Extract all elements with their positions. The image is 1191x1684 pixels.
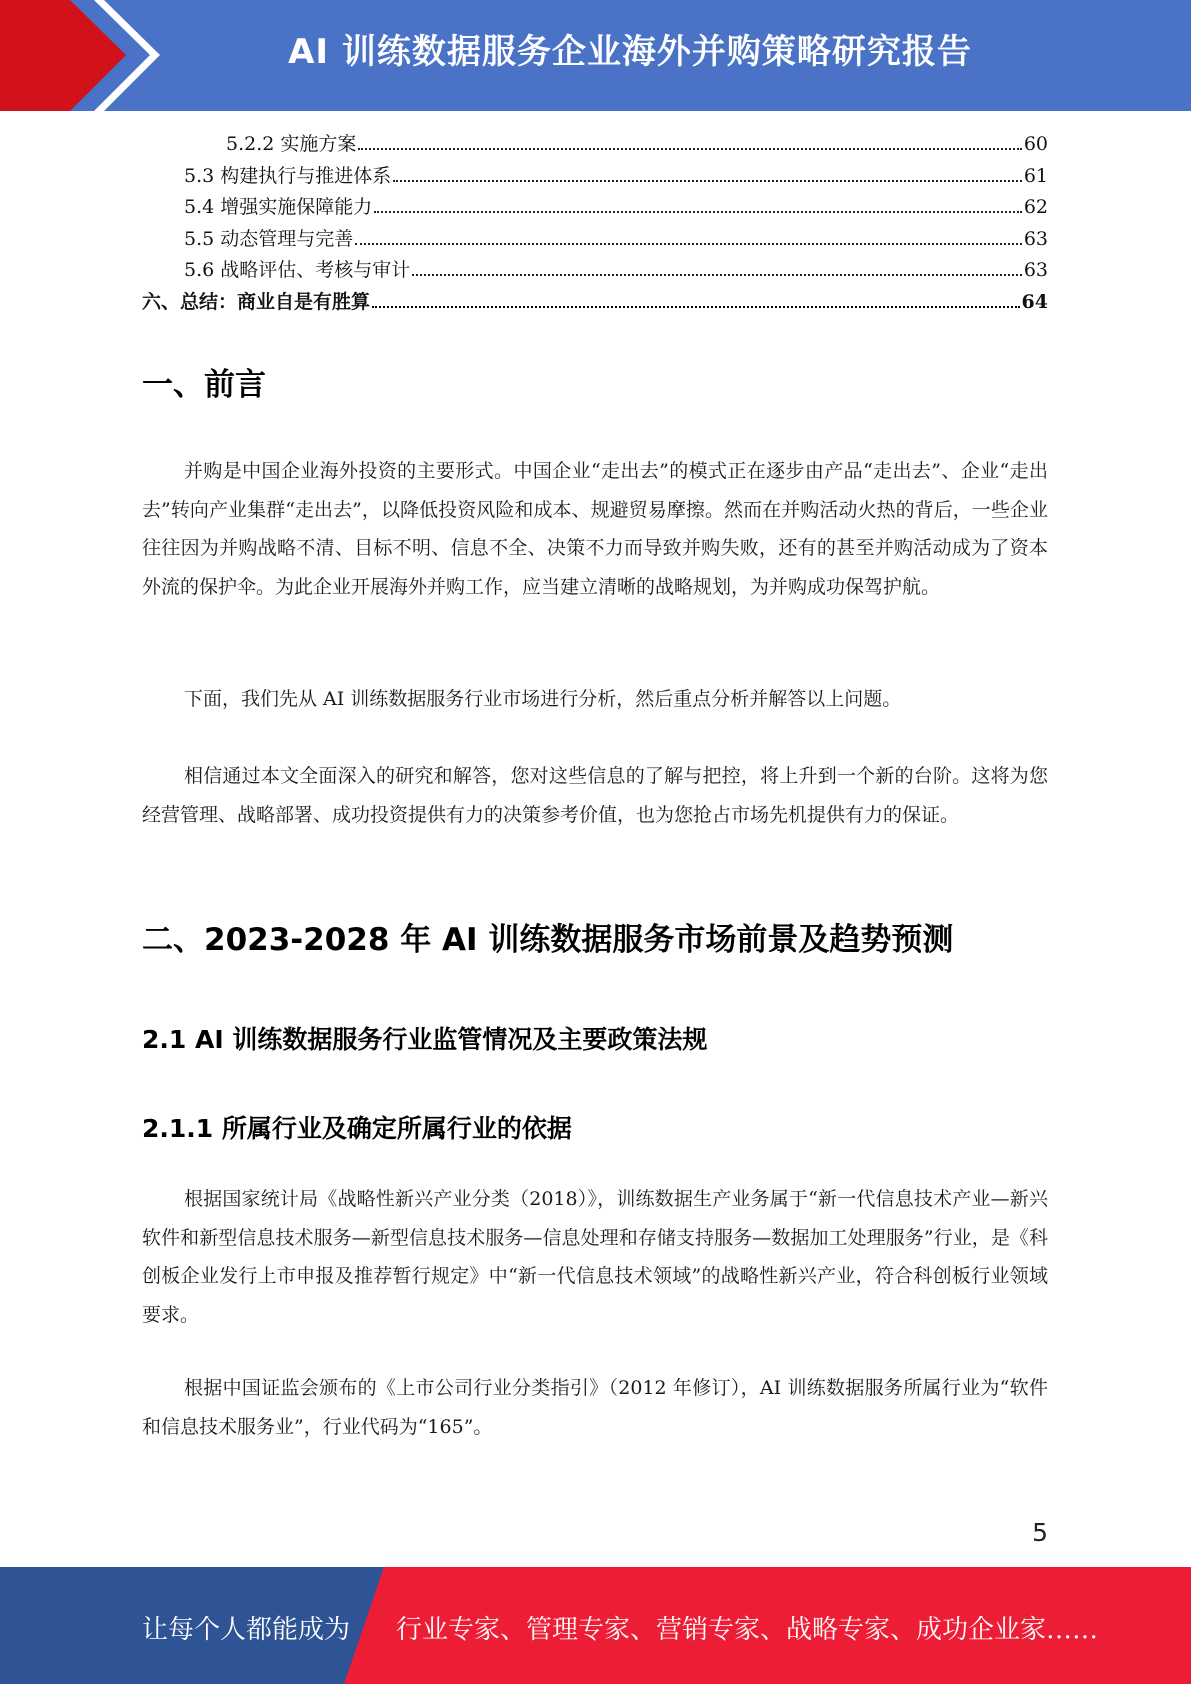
toc-entry-page: 63: [1023, 259, 1048, 281]
toc-entry-page: 61: [1023, 164, 1048, 187]
toc-entry[interactable]: [142, 129, 1048, 161]
toc-leader-dots: [412, 273, 1022, 276]
toc-leader-dots: [372, 305, 1020, 308]
paragraph: 相信通过本文全面深入的研究和解答，您对这些信息的了解与把控，将上升到一个新的台阶。这将为您经营管理、战略部署、成功投资提供有力的决策参考价值，也为您抢占市场先机提供有力的保证。: [142, 765, 1048, 826]
toc-leader-dots: [393, 179, 1022, 182]
table-of-contents: [142, 129, 1048, 318]
toc-entry-title: 5.2.2 实施方案: [226, 133, 357, 155]
page-header: [0, 0, 1191, 111]
toc-entry-title: 六、总结：商业自是有胜算: [142, 290, 371, 313]
page-number: 5: [1032, 1518, 1048, 1547]
footer-slogan-right: 行业专家、管理专家、营销专家、战略专家、成功企业家……: [396, 1615, 1099, 1645]
toc-leader-dots: [358, 147, 1021, 150]
toc-entry-title: 5.6 战略评估、考核与审计: [184, 259, 411, 281]
subsection-heading: 2.1.1 所属行业及确定所属行业的依据: [142, 1114, 572, 1143]
toc-entry[interactable]: [142, 255, 1048, 287]
toc-entry-page: 60: [1023, 133, 1048, 155]
section-heading-market: 二、2023-2028 年 AI 训练数据服务市场前景及趋势预测: [142, 922, 954, 958]
section-heading-preface: 一、前言: [142, 367, 266, 403]
toc-entry[interactable]: [142, 224, 1048, 256]
paragraph: 下面，我们先从 AI 训练数据服务行业市场进行分析，然后重点分析并解答以上问题。: [184, 688, 902, 710]
report-title: AI 训练数据服务企业海外并购策略研究报告: [288, 32, 972, 72]
paragraph: 根据国家统计局《战略性新兴产业分类（2018）》，训练数据生产业务属于“新一代信息技术产业—新兴软件和新型信息技术服务—新型信息技术服务—信息处理和存储支持服务—数据加工处理服务”行业，是《科创板企业发行上市申报及推荐暂行规定》中“新一代信息技术领域”的战略性新兴产业，符合科创板行业领域要求。: [142, 1188, 1048, 1326]
paragraph: 根据中国证监会颁布的《上市公司行业分类指引》（2012 年修订），AI 训练数据服务所属行业为“软件和信息技术服务业”，行业代码为“165”。: [142, 1377, 1048, 1438]
toc-entry-title: 5.3 构建执行与推进体系: [184, 164, 392, 187]
toc-entry-title: 5.5 动态管理与完善: [184, 227, 354, 250]
toc-entry[interactable]: [142, 192, 1048, 224]
toc-entry-page: 62: [1023, 196, 1048, 218]
toc-leader-dots: [355, 242, 1022, 245]
page-footer: [0, 1567, 1191, 1684]
footer-slogan-left: 让每个人都能成为: [142, 1615, 351, 1645]
toc-leader-dots: [374, 210, 1022, 213]
paragraph: 并购是中国企业海外投资的主要形式。中国企业“走出去”的模式正在逐步由产品“走出去”、企业“走出去”转向产业集群“走出去”，以降低投资风险和成本、规避贸易摩擦。然而在并购活动火热的背后，一些企业往往因为并购战略不清、目标不明、信息不全、决策不力而导致并购失败，还有的甚至并购活动成为了资本外流的保护伞。为此企业开展海外并购工作，应当建立清晰的战略规划，为并购成功保驾护航。: [142, 460, 1048, 598]
toc-entry[interactable]: [142, 161, 1048, 193]
subsection-heading: 2.1 AI 训练数据服务行业监管情况及主要政策法规: [142, 1025, 708, 1054]
toc-entry-page: 64: [1021, 290, 1048, 313]
toc-entry-title: 5.4 增强实施保障能力: [184, 196, 373, 218]
toc-entry[interactable]: [142, 287, 1048, 319]
toc-entry-page: 63: [1023, 227, 1048, 250]
